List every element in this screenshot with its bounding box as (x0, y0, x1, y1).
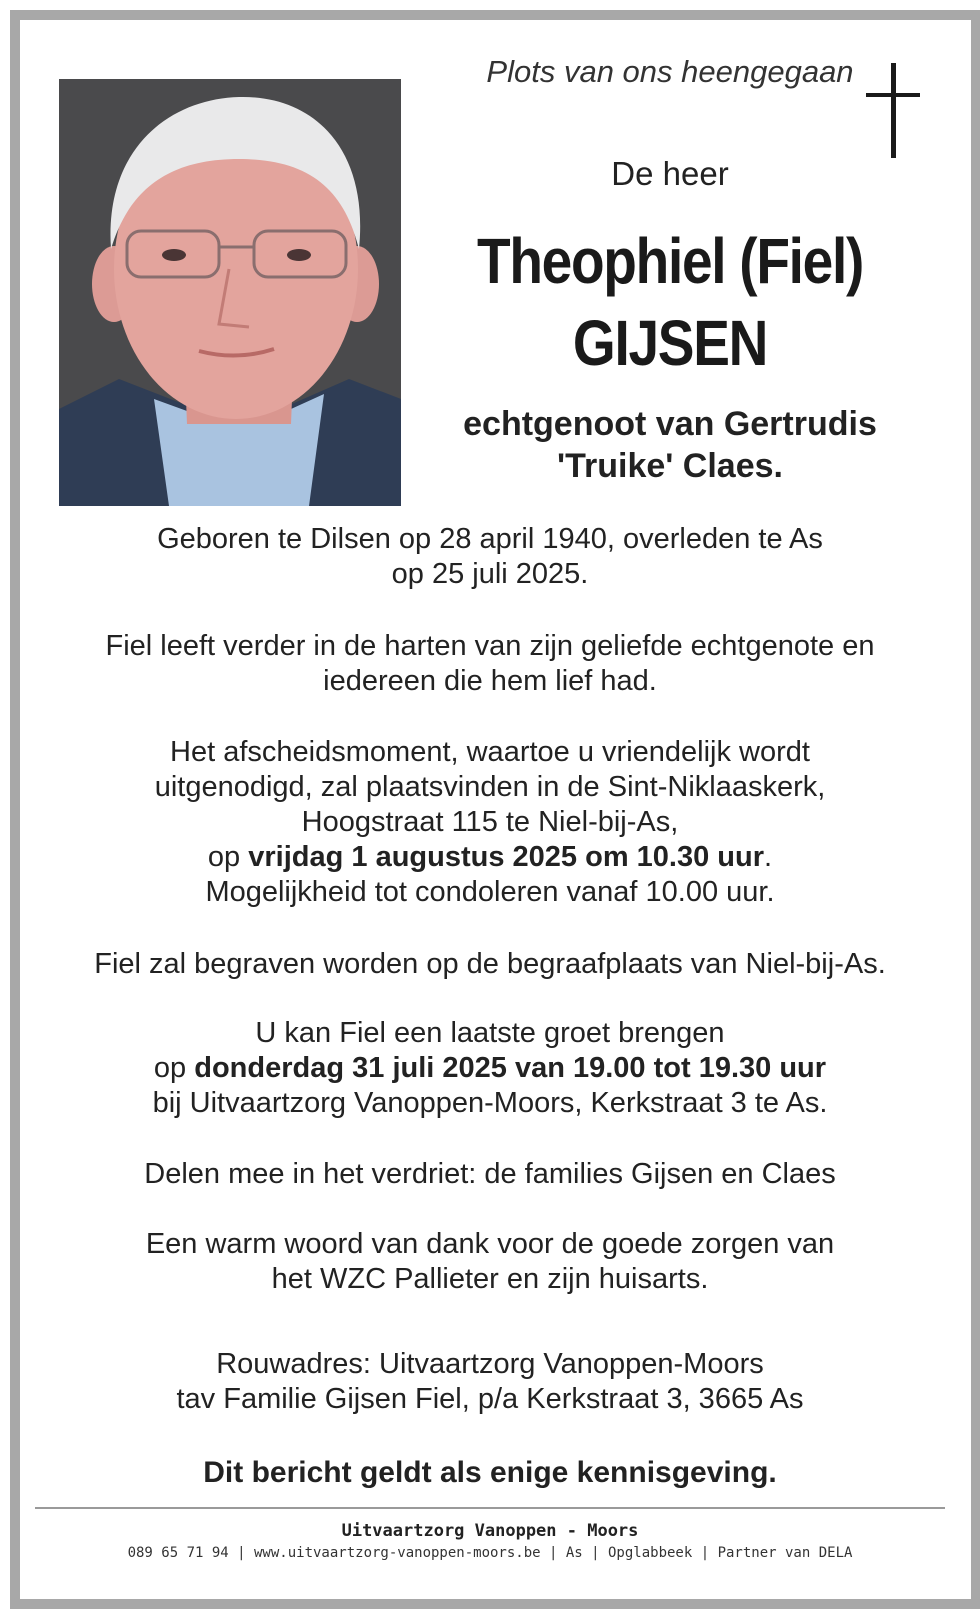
memory-line-2: iedereen die hem lief had. (323, 665, 657, 697)
honorific: De heer (611, 155, 729, 192)
birth-line-2: op 25 juli 2025. (391, 558, 589, 590)
memory-text (40, 629, 940, 699)
footer-divider (35, 1507, 945, 1509)
closing-notice: Dit bericht geldt als enige kennisgeving. (203, 1456, 777, 1489)
burial-info (40, 947, 940, 982)
birth-line-1: Geboren te Dilsen op 28 april 1940, overleden te As (157, 523, 823, 555)
greeting-prefix: op (153, 1052, 195, 1084)
spouse-line-1: echtgenoot van Gertrudis (463, 405, 877, 443)
condolence-line: Mogelijkheid tot condoleren vanaf 10.00 uur. (205, 876, 775, 908)
address-line-2: tav Familie Gijsen Fiel, p/a Kerkstraat 3, 3665 As (176, 1383, 804, 1415)
farewell-line-1: Het afscheidsmoment, waartoe u vriendelijk wordt (170, 736, 810, 768)
intro-text: Plots van ons heengegaan (486, 54, 854, 89)
farewell-prefix: op (207, 841, 249, 873)
thanks-line-1: Een warm woord van dank voor de goede zorgen van (145, 1228, 835, 1260)
family-line: Delen mee in het verdriet: de families Gijsen en Claes (144, 1158, 836, 1190)
greeting-date-line (40, 1051, 940, 1086)
birth-death-info (40, 522, 940, 592)
funeral-company-contact: 089 65 71 94 | www.uitvaartzorg-vanoppen-moors.be | As | Opglabbeek | Partner van DELA (127, 1545, 853, 1561)
farewell-line-2: uitgenodigd, zal plaatsvinden in de Sint-Niklaaskerk, (154, 771, 826, 803)
greeting-date: donderdag 31 juli 2025 van 19.00 tot 19.30 uur (194, 1052, 827, 1084)
thanks-line-2: het WZC Pallieter en zijn huisarts. (271, 1263, 709, 1295)
farewell-date: vrijdag 1 augustus 2025 om 10.30 uur (248, 841, 765, 873)
address-line-1: Rouwadres: Uitvaartzorg Vanoppen-Moors (216, 1348, 764, 1380)
deceased-surname: GIJSEN (572, 307, 768, 379)
farewell-suffix: . (764, 841, 773, 873)
thanks-info (40, 1227, 940, 1297)
deceased-name: Theophiel (Fiel) (476, 225, 864, 297)
greeting-line-3: bij Uitvaartzorg Vanoppen-Moors, Kerkstraat 3 te As. (152, 1087, 828, 1119)
spouse-line-2: 'Truike' Claes. (557, 447, 783, 485)
memory-line-1: Fiel leeft verder in de harten van zijn geliefde echtgenote en (105, 630, 875, 662)
greeting-line-1: U kan Fiel een laatste groet brengen (255, 1017, 725, 1049)
farewell-info (40, 735, 940, 910)
spouse-info (410, 403, 930, 487)
funeral-company-name: Uitvaartzorg Vanoppen - Moors (341, 1521, 639, 1541)
farewell-date-line (40, 840, 940, 875)
portrait-photo (59, 79, 401, 506)
burial-line: Fiel zal begraven worden op de begraafplaats van Niel-bij-As. (94, 948, 886, 980)
greeting-info (40, 1016, 940, 1121)
family-info (40, 1157, 940, 1192)
farewell-line-3: Hoogstraat 115 te Niel-bij-As, (301, 806, 679, 838)
mourning-address (40, 1347, 940, 1417)
